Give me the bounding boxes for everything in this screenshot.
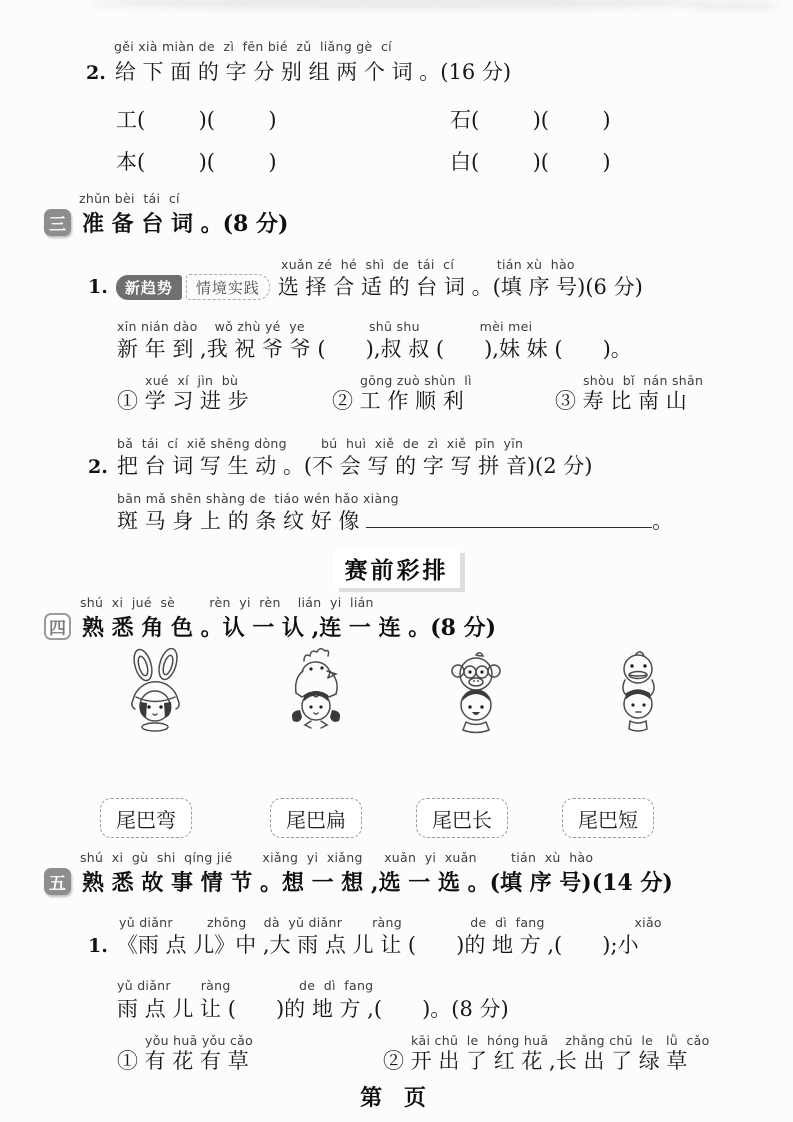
girl-rooster-hat-illustration xyxy=(266,648,366,763)
sec3-number-icon: 三 xyxy=(44,209,71,236)
q2-number: 2. xyxy=(86,62,106,84)
sec3-option-1-text: ① 学 习 进 步 xyxy=(117,389,249,413)
tail-label-bent: 尾巴弯 xyxy=(100,798,192,838)
sec5-header xyxy=(44,866,673,897)
q2-pinyin: gěi xià miàn de zì fēn bié zǔ liǎng gè cí xyxy=(114,39,392,54)
q2-text: 给 下 面 的 字 分 别 组 两 个 词 。(16 分) xyxy=(114,60,512,84)
sec4-header xyxy=(44,611,496,642)
sec3-option-1 xyxy=(117,373,249,414)
scenario-practice-badge: 情境实践 xyxy=(186,274,270,300)
sec3-option-3-text: ③ 寿 比 南 山 xyxy=(555,389,687,413)
sec4-title: 熟 悉 角 色 。认 一 认 ,连 一 连 。(8 分) xyxy=(82,615,497,641)
banner-row xyxy=(0,549,793,588)
sec3-option-2 xyxy=(332,373,472,414)
sec3-q2-heading xyxy=(88,453,592,479)
sec3-option-2-pinyin: gōng zuò shùn lì xyxy=(360,373,472,388)
sec5-q1-line2-pinyin: yǔ diǎnr ràng de dì fang xyxy=(117,978,374,993)
sec5-pinyin: shú xi gù shi qíng jié xiǎng yi xiǎng xuǎn yi xuǎn tián xù hào xyxy=(80,850,594,865)
q2-heading xyxy=(86,59,511,85)
sec5-q1-line1-pinyin: yǔ diǎnr zhōng dà yǔ diǎnr ràng de dì fang xiǎo xyxy=(119,915,662,930)
sec3-q1-sentence-pinyin: xīn nián dào wǒ zhù yé ye shū shu mèi mei xyxy=(117,319,533,334)
sec4-number-icon: 四 xyxy=(44,613,71,640)
word-cell-ben: 本( )( ) xyxy=(116,150,277,174)
page-footer: 第 页 xyxy=(360,1085,433,1111)
sec3-q2-sentence: 斑 马 身 上 的 条 纹 好 像 xyxy=(117,509,367,533)
word-cell-shi: 石( )( ) xyxy=(450,108,611,132)
sec5-option-1-text: ① 有 花 有 草 xyxy=(117,1049,249,1073)
sec5-option-2-pinyin: kāi chū le hóng huā zhǎng chū le lǜ cǎo xyxy=(411,1033,710,1048)
girl-rabbit-hat-illustration xyxy=(105,648,205,763)
answer-blank-line xyxy=(366,510,652,528)
sec5-q1-line1: 《雨 点 儿》中 ,大 雨 点 儿 让 ( )的 地 方 ,( );小 xyxy=(116,933,639,957)
sec3-q2-number: 2. xyxy=(88,456,108,478)
tail-label-long: 尾巴长 xyxy=(416,798,508,838)
sec5-option-1 xyxy=(117,1033,253,1074)
sec3-q1-pinyin: xuǎn zé hé shì de tái cí tián xù hào xyxy=(281,257,575,272)
scan-smudge xyxy=(90,0,710,10)
boy-monkey-hat-illustration xyxy=(426,648,526,763)
sec4-pinyin: shú xi jué sè rèn yi rèn lián yi lián xyxy=(80,595,374,610)
tail-label-flat: 尾巴扁 xyxy=(270,798,362,838)
sec5-title: 熟 悉 故 事 情 节 。想 一 想 ,选 一 选 。(填 序 号)(14 分) xyxy=(82,870,673,896)
sec3-q2-sentence-row xyxy=(117,508,673,534)
sec3-q1-heading xyxy=(88,274,643,300)
sec3-q2-period: 。 xyxy=(652,509,674,533)
sec3-q1-sentence: 新 年 到 ,我 祝 爷 爷 ( ),叔 叔 ( ),妹 妹 ( )。 xyxy=(117,337,632,361)
sec3-option-2-text: ② 工 作 顺 利 xyxy=(332,389,464,413)
sec3-option-1-pinyin: xué xí jìn bù xyxy=(145,373,239,388)
sec3-header xyxy=(44,207,288,238)
sec5-q1-number: 1. xyxy=(88,935,108,957)
sec3-title: 准 备 台 词 。(8 分) xyxy=(82,211,289,237)
sec5-option-1-pinyin: yǒu huā yǒu cǎo xyxy=(145,1033,254,1048)
word-cell-bai: 白( )( ) xyxy=(450,150,611,174)
sec3-q2-sentence-pinyin: bān mǎ shēn shàng de tiáo wén hǎo xiàng xyxy=(117,491,399,506)
sec3-q1-text: 选 择 合 适 的 台 词 。(填 序 号)(6 分) xyxy=(277,275,643,299)
tail-label-short: 尾巴短 xyxy=(562,798,654,838)
scan-smudge xyxy=(690,2,780,10)
banner-title: 赛前彩排 xyxy=(334,549,460,588)
sec3-q2-text: 把 台 词 写 生 动 。(不 会 写 的 字 写 拼 音)(2 分) xyxy=(116,454,593,478)
boy-duck-hat-illustration xyxy=(588,648,688,763)
sec3-option-3 xyxy=(555,373,703,414)
word-cell-gong: 工( )( ) xyxy=(116,108,277,132)
sec5-number-icon: 五 xyxy=(44,868,71,895)
new-trend-badge: 新趋势 xyxy=(116,275,182,300)
sec5-option-2-text: ② 开 出 了 红 花 ,长 出 了 绿 草 xyxy=(383,1049,688,1073)
sec5-q1-line2: 雨 点 儿 让 ( )的 地 方 ,( )。(8 分) xyxy=(117,997,509,1021)
sec5-q1-line1-row xyxy=(88,932,639,958)
sec3-q2-pinyin: bǎ tái cí xiě shēng dòng bú huì xiě de zì xiě pīn yīn xyxy=(117,436,524,451)
sec3-option-3-pinyin: shòu bǐ nán shān xyxy=(583,373,704,388)
sec5-option-2 xyxy=(383,1033,710,1074)
sec3-q1-number: 1. xyxy=(88,276,108,299)
sec3-pinyin: zhǔn bèi tái cí xyxy=(79,191,180,206)
